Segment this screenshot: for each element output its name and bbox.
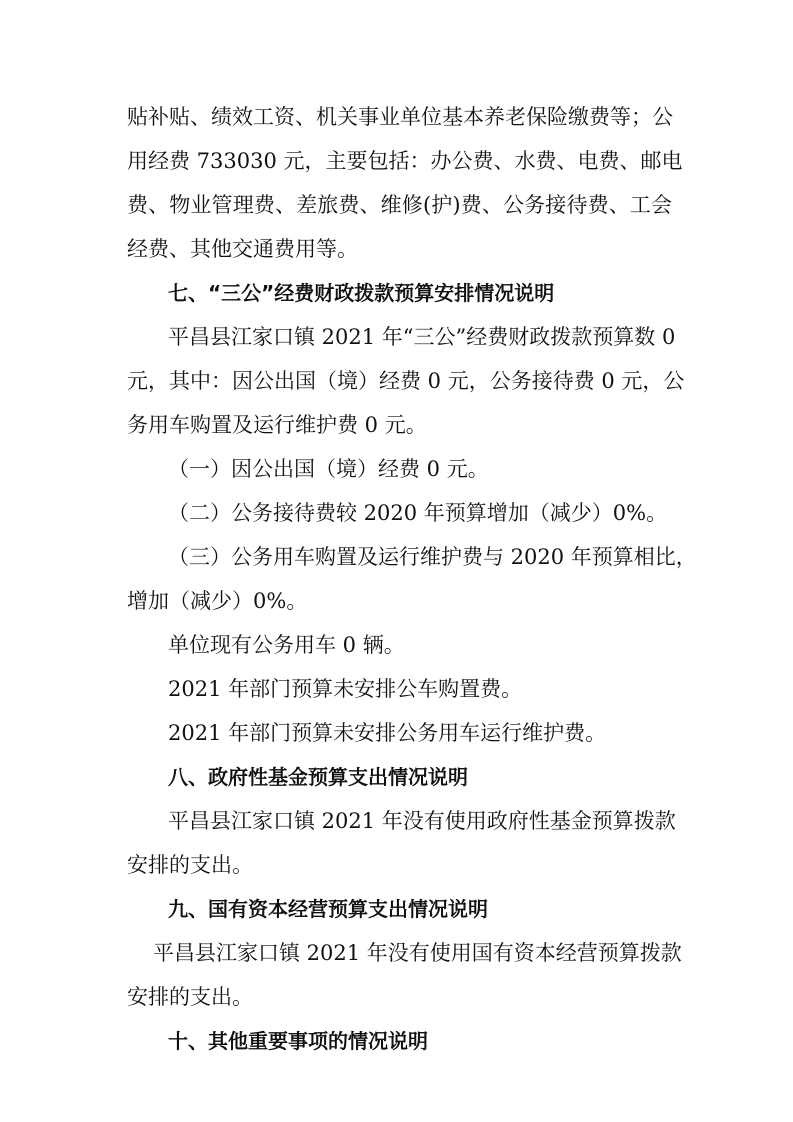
section7-para-line3: 务用车购置及运行维护费 0 元。 bbox=[127, 413, 427, 437]
section7-para-line2: 元，其中：因公出国（境）经费 0 元，公务接待费 0 元，公 bbox=[127, 369, 685, 393]
para1-line1: 贴补贴、绩效工资、机关事业单位基本养老保险缴费等；公 bbox=[127, 105, 673, 129]
section9-heading: 九、国有资本经营预算支出情况说明 bbox=[168, 897, 488, 921]
para1-line3: 费、物业管理费、差旅费、维修(护)费、公务接待费、工会 bbox=[127, 193, 672, 217]
para1-line4: 经费、其他交通费用等。 bbox=[127, 237, 358, 261]
section7-item3-line2: 增加（减少）0%。 bbox=[127, 589, 308, 613]
para1-line2: 用经费 733030 元，主要包括：办公费、水费、电费、邮电 bbox=[127, 149, 683, 173]
section7-item3-line1: （三）公务用车购置及运行维护费与 2020 年预算相比， bbox=[168, 545, 697, 569]
section10-heading: 十、其他重要事项的情况说明 bbox=[168, 1029, 428, 1053]
section9-line1: 平昌县江家口镇 2021 年没有使用国有资本经营预算拨款 bbox=[153, 941, 682, 965]
section9-line2: 安排的支出。 bbox=[127, 985, 253, 1009]
section7-vehicles: 单位现有公务用车 0 辆。 bbox=[168, 633, 405, 657]
section7-maintenance: 2021 年部门预算未安排公务用车运行维护费。 bbox=[168, 721, 607, 745]
section8-line2: 安排的支出。 bbox=[127, 853, 253, 877]
section7-purchase: 2021 年部门预算未安排公车购置费。 bbox=[168, 677, 523, 701]
section8-line1: 平昌县江家口镇 2021 年没有使用政府性基金预算拨款 bbox=[168, 809, 676, 833]
section7-para-line1: 平昌县江家口镇 2021 年“三公”经费财政拨款预算数 0 bbox=[168, 325, 676, 349]
section7-heading: 七、“三公”经费财政拨款预算安排情况说明 bbox=[168, 281, 555, 305]
section7-item1: （一）因公出国（境）经费 0 元。 bbox=[168, 457, 489, 481]
section8-heading: 八、政府性基金预算支出情况说明 bbox=[168, 765, 468, 789]
section7-item2: （二）公务接待费较 2020 年预算增加（减少）0%。 bbox=[168, 501, 668, 525]
